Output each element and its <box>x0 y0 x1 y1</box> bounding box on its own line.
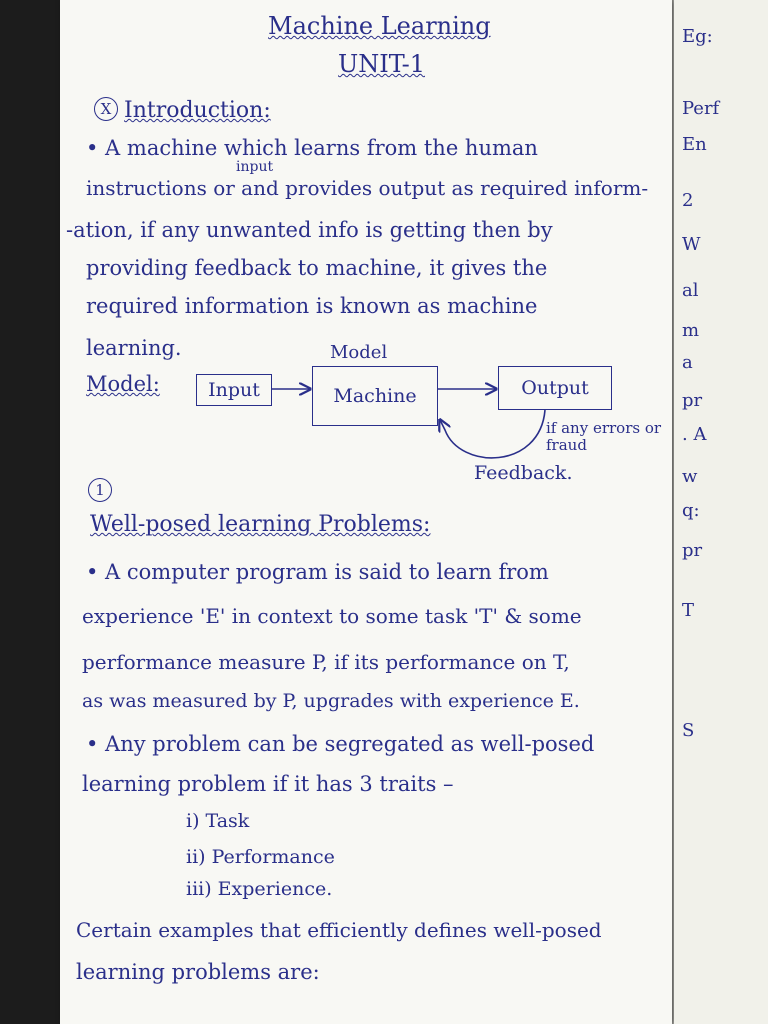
intro-insert-input: input <box>236 159 274 175</box>
intro-line-2: instructions or and provides output as required inform- <box>86 176 649 200</box>
notebook-page <box>60 0 672 1024</box>
trait-performance: ii) Performance <box>186 846 335 868</box>
adjacent-page-edge <box>674 0 768 1024</box>
intro-line-3: -ation, if any unwanted info is getting then by <box>66 218 553 242</box>
peek-4: 2 <box>682 190 694 211</box>
peek-1: Eg: <box>682 26 713 47</box>
section-marker-intro: X <box>94 97 118 121</box>
trait-task: i) Task <box>186 810 250 832</box>
diagram-error-note: if any errors or fraud <box>546 419 662 454</box>
peek-14: T <box>682 600 695 621</box>
diagram-input-text: Input <box>208 379 260 401</box>
peek-7: m <box>682 320 700 341</box>
trait-experience: iii) Experience. <box>186 878 333 900</box>
diagram-output-text: Output <box>521 377 589 399</box>
wellposed-line-2: experience 'E' in context to some task 'T' & some <box>82 604 582 628</box>
wellposed-line-4: as was measured by P, upgrades with experience E. <box>82 690 580 712</box>
closing-line-2: learning problems are: <box>76 960 320 984</box>
diagram-feedback-label: Feedback. <box>474 462 573 484</box>
intro-line-5: required information is known as machine <box>86 294 538 318</box>
peek-9: pr <box>682 390 703 411</box>
peek-8: a <box>682 352 693 373</box>
peek-12: q: <box>682 500 700 521</box>
diagram-machine-text: Machine <box>333 385 417 407</box>
feedback-loop-arrow <box>440 410 545 458</box>
wellposed-line-1: • A computer program is said to learn from <box>86 560 549 584</box>
peek-15: S <box>682 720 695 741</box>
peek-11: w <box>682 466 698 487</box>
peek-6: al <box>682 280 699 301</box>
intro-line-1: • A machine which learns from the human <box>86 136 538 160</box>
intro-heading: Introduction: <box>124 98 271 123</box>
intro-line-4: providing feedback to machine, it gives the <box>86 256 548 280</box>
peek-3: En <box>682 134 707 155</box>
page-title: Machine Learning <box>268 12 491 40</box>
diagram-label: Model: <box>86 372 160 396</box>
closing-line-1: Certain examples that efficiently defines well-posed <box>76 918 602 942</box>
peek-13: pr <box>682 540 703 561</box>
peek-5: W <box>682 234 701 255</box>
wellposed-heading: Well-posed learning Problems: <box>90 512 431 537</box>
diagram-model-label: Model <box>330 342 388 363</box>
wellposed-line-3: performance measure P, if its performance on T, <box>82 650 570 674</box>
peek-10: . A <box>682 424 707 445</box>
section-marker-wellposed: 1 <box>88 478 112 502</box>
wellposed-line-5: • Any problem can be segregated as well-posed <box>86 732 595 756</box>
unit-heading: UNIT-1 <box>338 50 425 78</box>
intro-line-6: learning. <box>86 336 182 360</box>
wellposed-line-6: learning problem if it has 3 traits – <box>82 772 454 796</box>
peek-2: Perf <box>682 98 720 119</box>
